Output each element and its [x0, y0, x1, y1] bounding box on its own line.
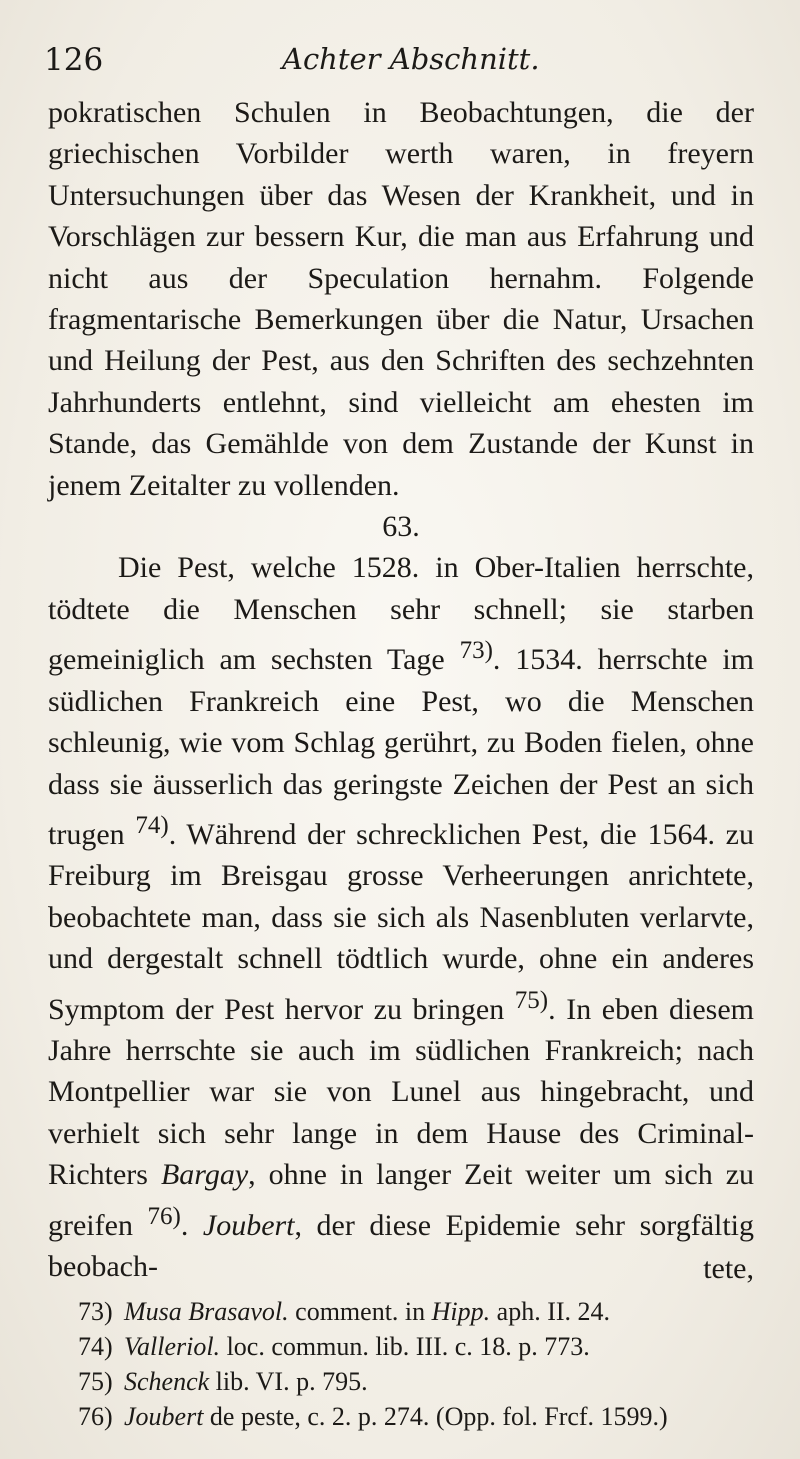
footnote-ref: 76): [147, 1202, 181, 1230]
footnotes: [78, 1294, 758, 1434]
text-run: , der diese Epidemie sehr sorgfältig beobach-: [48, 1208, 755, 1283]
text-run: . In eben diesem Jahre herrschte sie auch im südlichen Frankreich; nach Montpellier war sie von Lunel aus hingebracht, und verhielt sich sehr lange in dem Hause des Criminal-Richters: [48, 992, 754, 1192]
text-run: . Während der schrecklichen Pest, die 1564. zu Freiburg im Breisgau grosse Verheerungen anrichtete, beobachtete man, dass sie sich als Nasenbluten verlarvte, und dergestalt schnell tödtlich wurde, ohne ein anderes Symptom der Pest hervor zu bringen: [48, 817, 755, 1026]
catchword: tete,: [703, 1252, 754, 1285]
footnote-number: 73): [78, 1297, 113, 1326]
footnote-ref: 74): [135, 811, 169, 839]
text-run: Die Pest, welche 1528. in Ober-Italien herrschte, tödtete die Menschen sehr schnell; sie starben gemeiniglich am sechsten Tage: [48, 551, 754, 677]
footnote-author: Musa Brasavol.: [124, 1297, 289, 1326]
footnote-text: loc. commun. lib. III. c. 18. p. 773.: [220, 1332, 590, 1361]
footnote: [78, 1294, 758, 1329]
person-name: Bargay: [160, 1158, 249, 1192]
footnote-text: comment. in: [288, 1297, 432, 1326]
main-text: [48, 92, 754, 1287]
footnote-text: de peste, c. 2. p. 274. (Opp. fol. Frcf. 1599.): [203, 1402, 668, 1431]
running-title: Achter Abschnitt.: [282, 42, 540, 76]
footnote-text: lib. VI. p. 795.: [209, 1367, 368, 1396]
paragraph-section-63: [48, 547, 754, 1287]
footnote-author: Joubert: [124, 1402, 204, 1431]
section-number: 63.: [382, 510, 420, 544]
footnote-number: 76): [78, 1402, 113, 1431]
footnote-number: 74): [78, 1332, 113, 1361]
running-header: [44, 42, 756, 86]
page-number: 126: [44, 42, 104, 78]
text-run: .: [180, 1208, 189, 1242]
footnote-author: Schenck: [124, 1367, 210, 1396]
footnote: [78, 1364, 758, 1399]
footnote-ref: 73): [459, 637, 493, 665]
footnote-text: aph. II. 24.: [490, 1297, 611, 1326]
person-name: Joubert: [202, 1208, 295, 1242]
footnote: [78, 1329, 758, 1364]
footnote-work: Hipp.: [431, 1297, 491, 1326]
text-run: , ohne in langer Zeit weiter um sich zu greifen: [48, 1158, 755, 1242]
paragraph-continued: pokratischen Schulen in Beobachtungen, die der griechischen Vorbilder werth waren, in freyern Untersuchungen über das Wesen der Krankheit, und in Vorschlägen zur bessern Kur, die man aus Erfahrung und nicht aus der Speculation hernahm. Folgende fragmentarische Bemerkungen über die Natur, Ursachen und Heilung der Pest, aus den Schriften des sechzehnten Jahrhunderts entlehnt, sind vielleicht am ehesten im Stande, das Gemählde von dem Zustande der Kunst in jenem Zeitalter zu vollenden.: [48, 96, 754, 502]
footnote-number: 75): [78, 1367, 113, 1396]
footnote-ref: 75): [514, 986, 549, 1014]
footnote-author: Valleriol.: [124, 1332, 221, 1361]
footnote: [78, 1399, 758, 1434]
text-run: . 1534. herrschte im südlichen Frankreich eine Pest, wo die Menschen schleunig, wie vom Schlag gerührt, zu Boden fielen, ohne dass sie äusserlich das geringste Zeichen der Pest an sich trugen: [48, 643, 755, 851]
